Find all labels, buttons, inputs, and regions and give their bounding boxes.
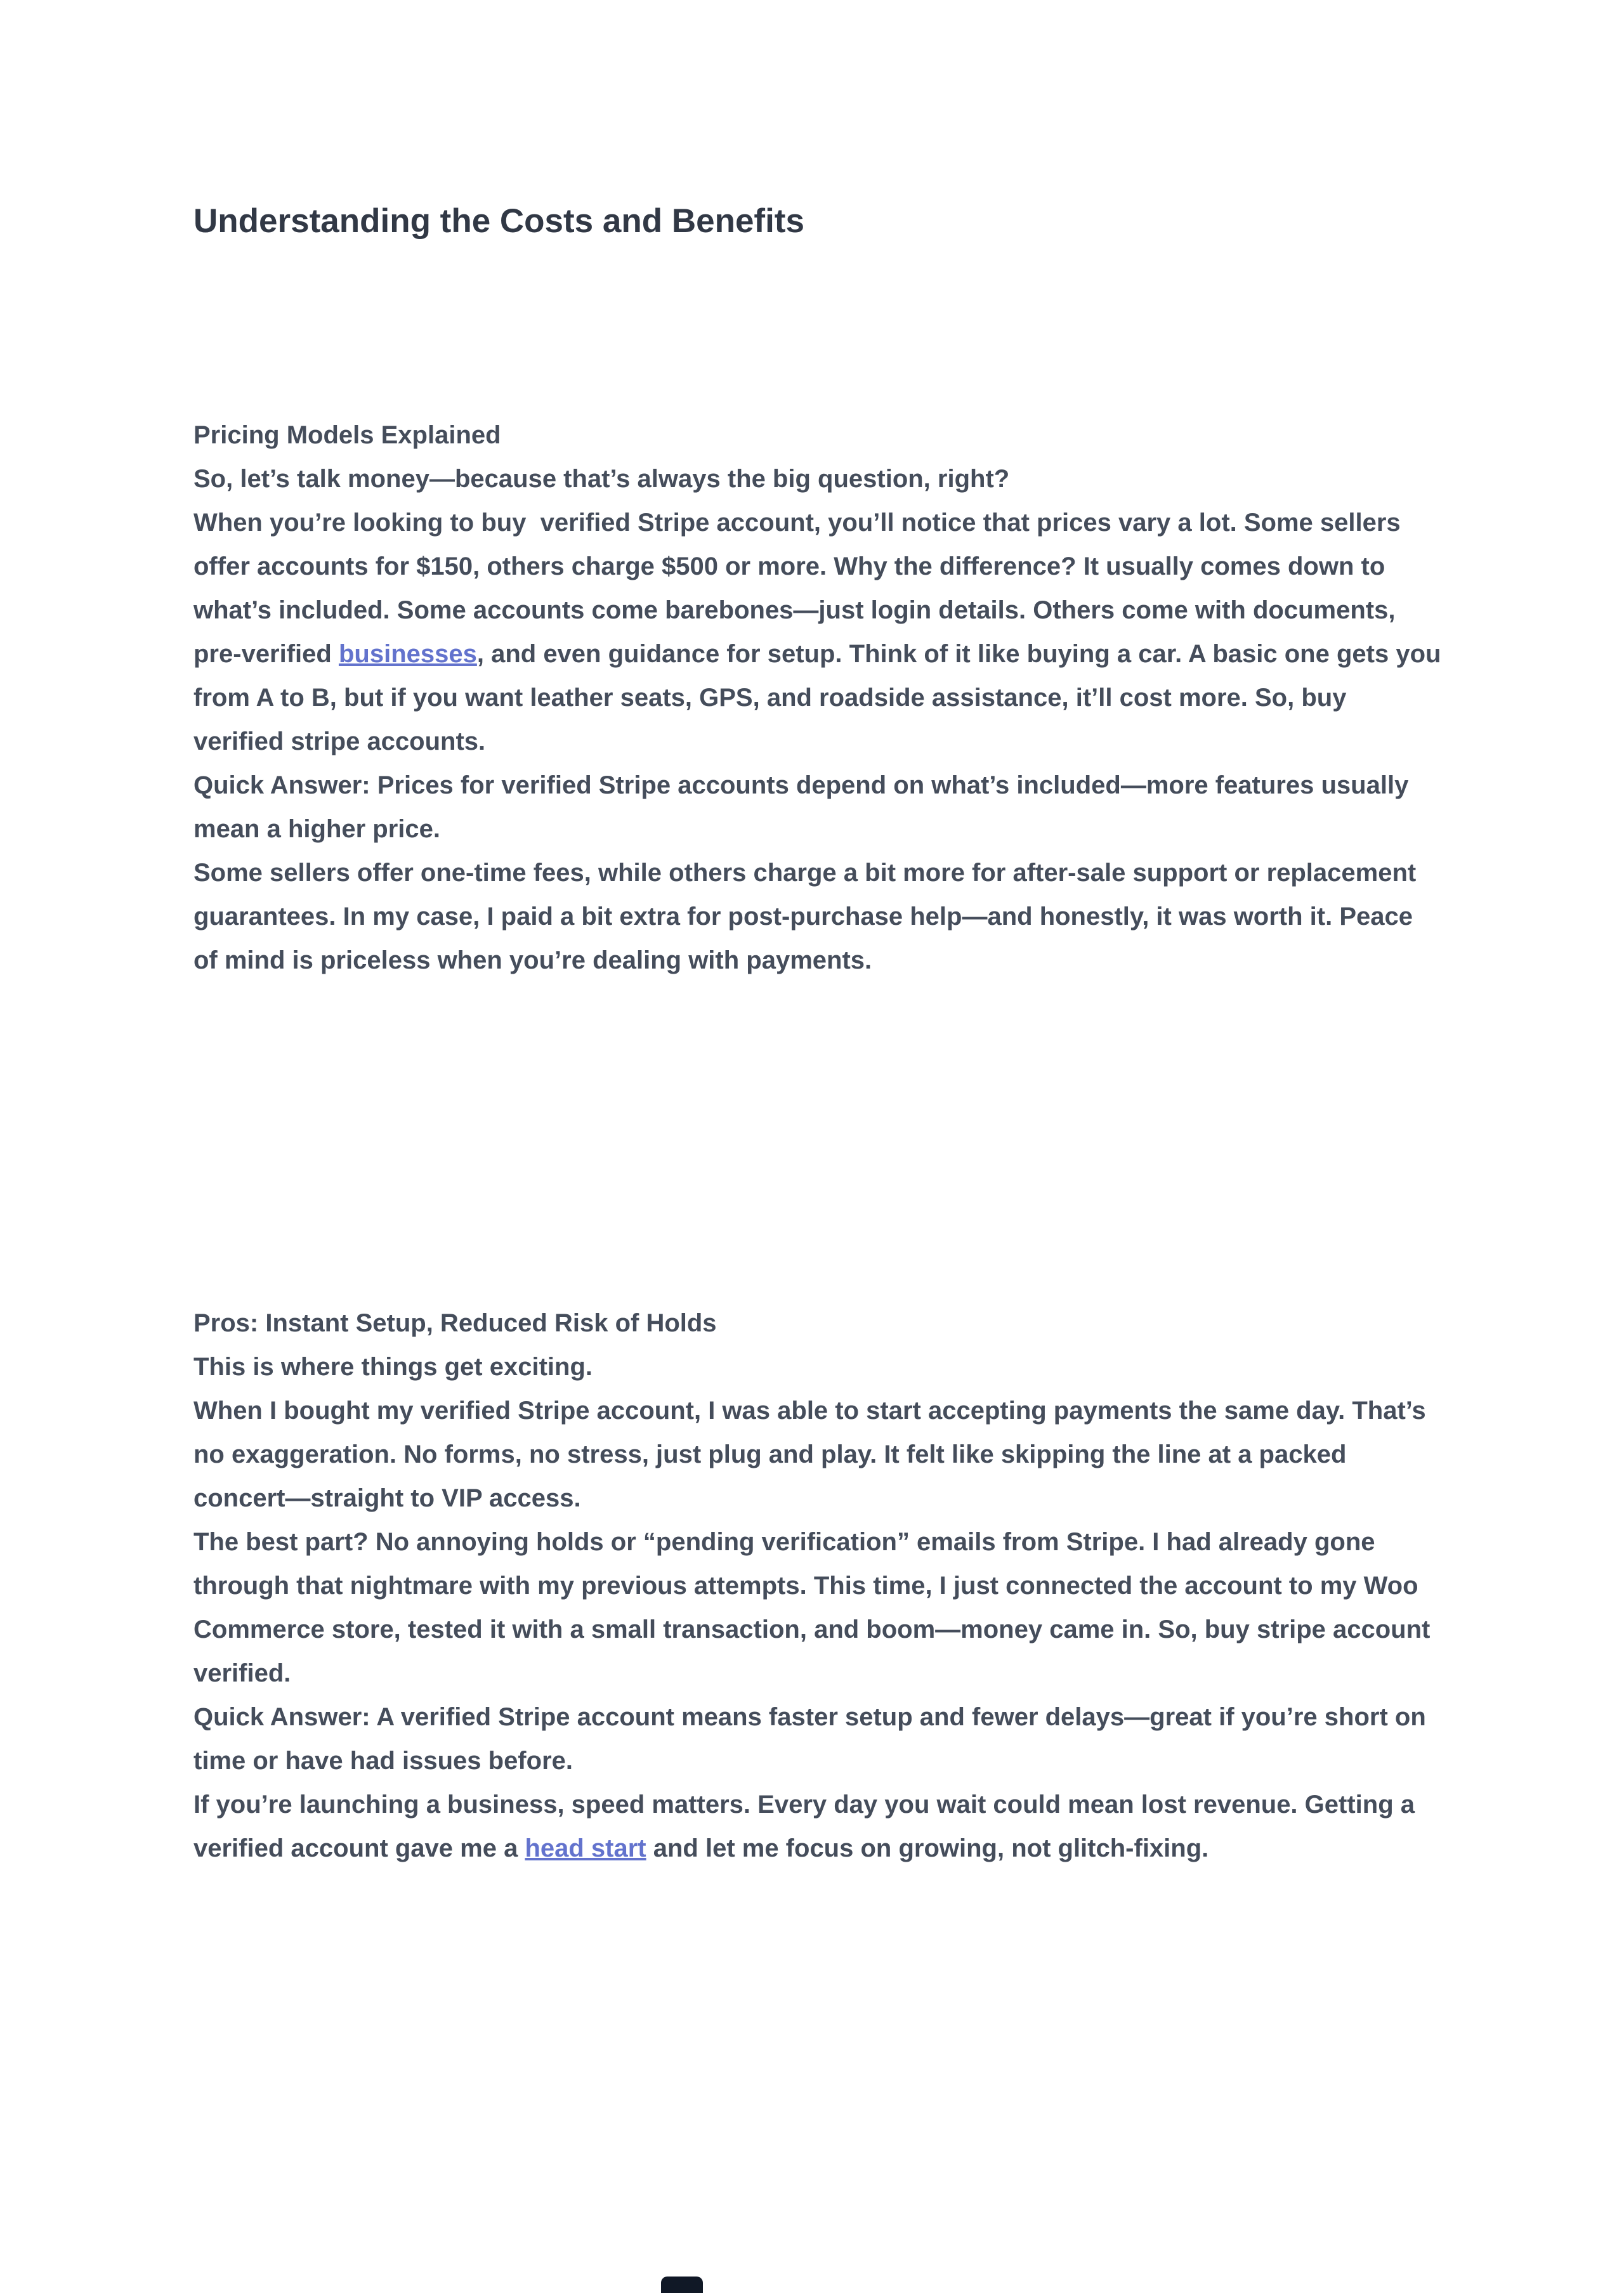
section-heading: Pros: Instant Setup, Reduced Risk of Holds: [193, 1309, 717, 1337]
paragraph: [193, 1695, 1442, 1783]
section-pros-instant-setup: [193, 1302, 1442, 1871]
page-title: Understanding the Costs and Benefits: [193, 202, 804, 240]
section-body: [193, 1345, 1442, 1871]
section-body: [193, 457, 1448, 983]
section-pricing-models: [193, 414, 1448, 983]
text-run: So, let’s talk money—because that’s always the big question, right?: [193, 465, 1010, 493]
text-run: This is where things get exciting.: [193, 1353, 593, 1381]
paragraph: [193, 1520, 1442, 1695]
paragraph: [193, 851, 1442, 983]
text-run: The best part? No annoying holds or “pending verification” emails from Stripe. I had already gone through that nightmare with my previous attempts. This time, I just connected the account to my Woo Commerce store, tested it with a small transaction, and boom—money came in. So, buy stripe account verified.: [193, 1528, 1437, 1687]
inline-link[interactable]: businesses: [338, 640, 477, 668]
text-run: Quick Answer: Prices for verified Stripe accounts depend on what’s included—more features usually mean a higher price.: [193, 771, 1416, 843]
text-run: When I bought my verified Stripe account, I was able to start accepting payments the same day. That’s no exaggeration. No forms, no stress, just plug and play. It felt like skipping the line at a packed concert—straight to VIP access.: [193, 1397, 1433, 1512]
text-run: Quick Answer: A verified Stripe account means faster setup and fewer delays—great if you’re short on time or have had issues before.: [193, 1703, 1433, 1775]
text-run: When you’re looking to buy verified Stripe account, you’ll notice that prices vary a lot. Some sellers offer accounts for $150, others charge $500 or more. Why the difference? It usually comes down to what’s included. Some accounts come barebones—just login details. Others come with documents, pre-verified: [193, 509, 1408, 668]
text-run: Some sellers offer one-time fees, while others charge a bit more for after-sale support or replacement guarantees. In my case, I paid a bit extra for post-purchase help—and honestly, it was worth it. Peace of mind is priceless when you’re dealing with payments.: [193, 859, 1424, 974]
paragraph: [193, 1389, 1442, 1520]
inline-link[interactable]: head start: [525, 1834, 646, 1862]
paragraph: [193, 501, 1448, 764]
paragraph: [193, 1345, 1442, 1389]
bottom-edge-artifact: [661, 2277, 703, 2293]
paragraph: [193, 457, 1442, 501]
paragraph: [193, 764, 1442, 851]
paragraph: [193, 1783, 1442, 1871]
section-heading: Pricing Models Explained: [193, 421, 501, 449]
text-run: If you’re launching a business, speed matters. Every day you wait could mean lost revenue. Getting a verified account gave me a: [193, 1791, 1422, 1862]
text-run: , and even guidance for setup. Think of it like buying a car. A basic one gets you from A to B, but if you want leather seats, GPS, and roadside assistance, it’ll cost more. So, buy verified stripe accounts.: [193, 640, 1448, 755]
text-run: and let me focus on growing, not glitch-fixing.: [646, 1834, 1209, 1862]
